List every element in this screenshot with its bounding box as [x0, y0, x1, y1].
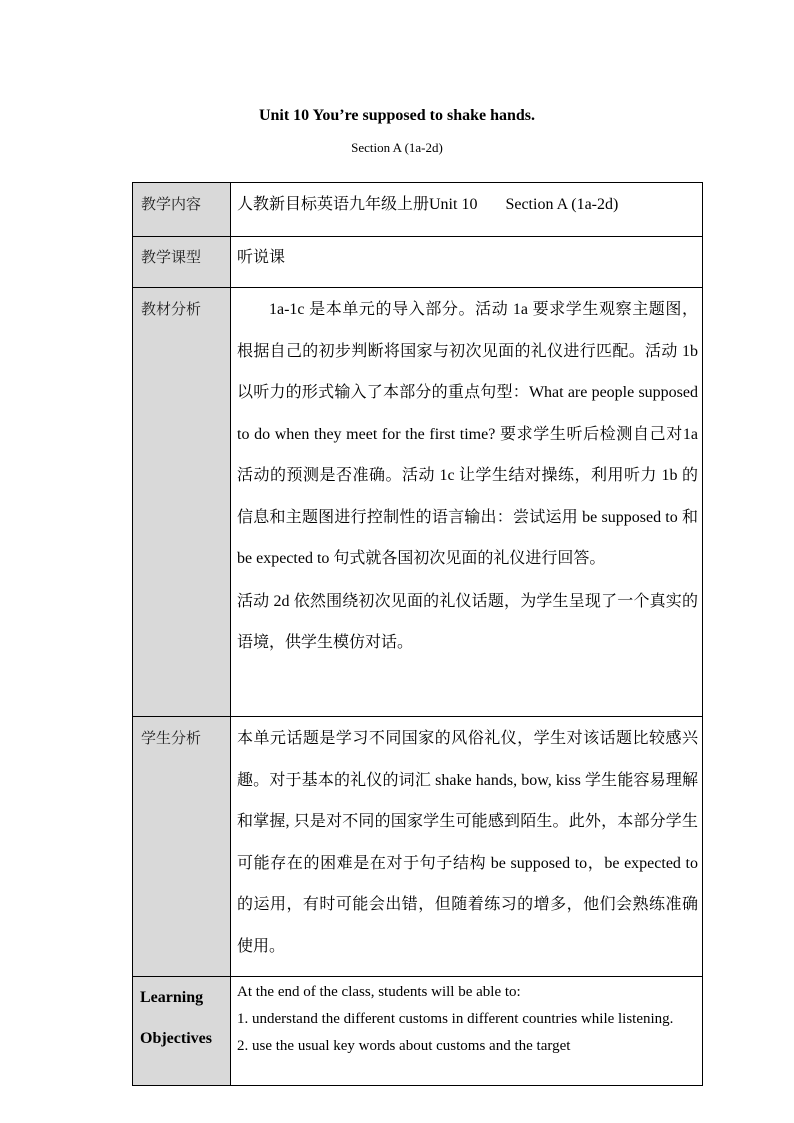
row-value-student-analysis	[231, 717, 703, 977]
teaching-content-section: Section A (1a-2d)	[505, 196, 619, 213]
objectives-intro: At the end of the class, students will be able to:	[237, 984, 521, 1000]
document-title: Unit 10 You’re supposed to shake hands.	[258, 107, 536, 124]
student-analysis-paragraph: 本单元话题是学习不同国家的风俗礼仪，学生对该话题比较感兴趣。对于基本的礼仪的词汇 shake hands, bow, kiss 学生能容易理解和掌握, 只是对不同的国家学生可能感到陌生。此外，本部分学生可能存在的困难是在对于句子结构 be supposed to，be expected to 的运用，有时可能会出错，但随着练习的增多，他们会熟练准确使用。	[237, 730, 698, 955]
row-value-material-analysis	[231, 288, 703, 717]
table-row-lesson-type	[133, 237, 703, 288]
objectives-text	[237, 977, 698, 1060]
material-analysis-paragraph-1: 1a-1c 是本单元的导入部分。活动 1a 要求学生观察主题图，根据自己的初步判断将国家与初次见面的礼仪进行匹配。活动 1b 以听力的形式输入了本部分的重点句型：What are people supposed to do when they meet for the first time? 要求学生听后检测自己对1a 活动的预测是否准确。活动 1c 让学生结对操练，利用听力 1b 的信息和主题图进行控制性的语言输出：尝试运用 be supposed to 和 be expected to 句式就各国初次见面的礼仪进行回答。	[237, 301, 698, 567]
row-value-learning-objectives	[231, 977, 703, 1086]
row-label-student-analysis: 学生分析	[133, 717, 231, 977]
objectives-label-line-1: Learning	[140, 989, 204, 1006]
row-value-lesson-type	[231, 237, 703, 288]
row-label-material-analysis: 教材分析	[133, 288, 231, 717]
teaching-content-unit: 人教新目标英语九年级上册Unit 10	[237, 196, 478, 213]
lesson-plan-table	[132, 182, 703, 1086]
table-row-teaching-content	[133, 183, 703, 237]
lesson-type-text: 听说课	[237, 249, 286, 266]
row-value-teaching-content	[231, 183, 703, 237]
row-label-lesson-type: 教学课型	[133, 237, 231, 288]
material-analysis-paragraph-2: 活动 2d 依然围绕初次见面的礼仪话题，为学生呈现了一个真实的语境，供学生模仿对话。	[237, 592, 698, 651]
table-row-student-analysis	[133, 717, 703, 977]
objective-2: 2. use the usual key words about customs and the target	[237, 1038, 571, 1054]
table-row-material-analysis	[133, 288, 703, 717]
objective-1: 1. understand the different customs in different countries while listening.	[237, 1011, 674, 1027]
objectives-label-line-2: Objectives	[140, 1030, 212, 1047]
row-label-learning-objectives	[133, 977, 231, 1086]
document-subtitle: Section A (1a-2d)	[351, 140, 443, 155]
row-label-teaching-content: 教学内容	[133, 183, 231, 237]
table-row-learning-objectives	[133, 977, 703, 1086]
